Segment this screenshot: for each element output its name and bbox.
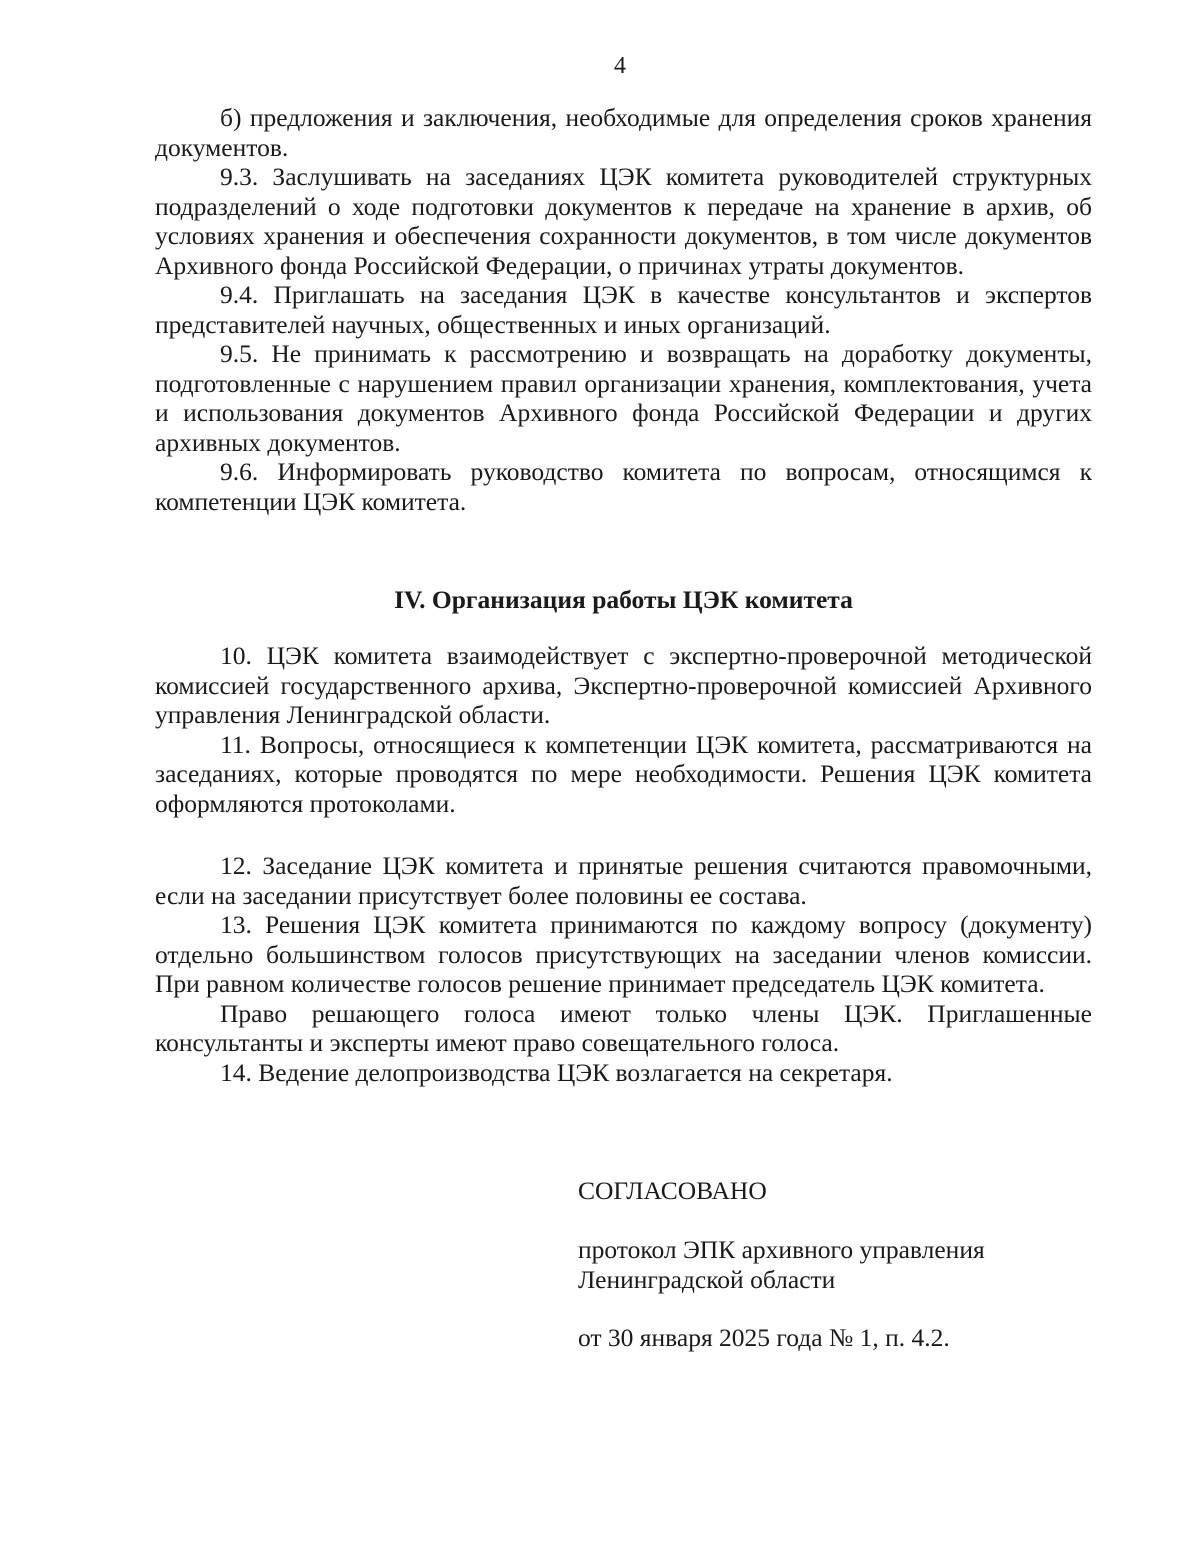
approval-title: СОГЛАСОВАНО [578,1176,767,1205]
page-number: 4 [614,53,626,79]
paragraph-9-4: 9.4. Приглашать на заседания ЦЭК в качестве консультантов и экспертов представителей научных, общественных и иных организаций. [155,280,1092,339]
paragraph-b: б) предложения и заключения, необходимые для определения сроков хранения документов. [155,103,1092,162]
organization-section-lower [155,851,1092,1087]
approval-date: от 30 января 2025 года № 1, п. 4.2. [578,1323,950,1352]
paragraph-10: 10. ЦЭК комитета взаимодействует с экспертно-проверочной методической комиссией государственного архива, Экспертно-проверочной комиссией Архивного управления Ленинградской области. [155,641,1092,729]
organization-section-upper [155,641,1092,818]
powers-section [155,103,1092,516]
paragraph-13: 13. Решения ЦЭК комитета принимаются по каждому вопросу (документу) отдельно большинством голосов присутствующих на заседании членов комиссии. При равном количестве голосов решение принимает председатель ЦЭК комитета. [155,910,1092,998]
paragraph-14: 14. Ведение делопроизводства ЦЭК возлагается на секретаря. [220,1057,893,1087]
approval-protocol [578,1235,1098,1295]
paragraph-9-3: 9.3. Заслушивать на заседаниях ЦЭК комитета руководителей структурных подразделений о ходе подготовки документов к передаче на хранение в архив, об условиях хранения и обеспечения сохранности документов, в том числе документов Архивного фонда Российской Федерации, о причинах утраты документов. [155,162,1092,280]
paragraph-9-6: 9.6. Информировать руководство комитета по вопросам, относящимся к компетенции ЦЭК комитета. [155,457,1092,516]
approval-protocol-line2: Ленинградской области [578,1265,836,1294]
approval-protocol-line1: протокол ЭПК архивного управления [578,1235,985,1264]
section-heading: IV. Организация работы ЦЭК комитета [394,585,853,614]
paragraph-11: 11. Вопросы, относящиеся к компетенции ЦЭК комитета, рассматриваются на заседаниях, которые проводятся по мере необходимости. Решения ЦЭК комитета оформляются протоколами. [155,729,1092,818]
paragraph-9-5: 9.5. Не принимать к рассмотрению и возвращать на доработку документы, подготовленные с нарушением правил организации хранения, комплектования, учета и использования документов Архивного фонда Российской Федерации и других архивных документов. [155,339,1092,457]
paragraph-12: 12. Заседание ЦЭК комитета и принятые решения считаются правомочными, если на заседании присутствует более половины ее состава. [155,851,1092,910]
paragraph-voting-right: Право решающего голоса имеют только члены ЦЭК. Приглашенные консультанты и эксперты имеют право совещательного голоса. [155,998,1092,1057]
